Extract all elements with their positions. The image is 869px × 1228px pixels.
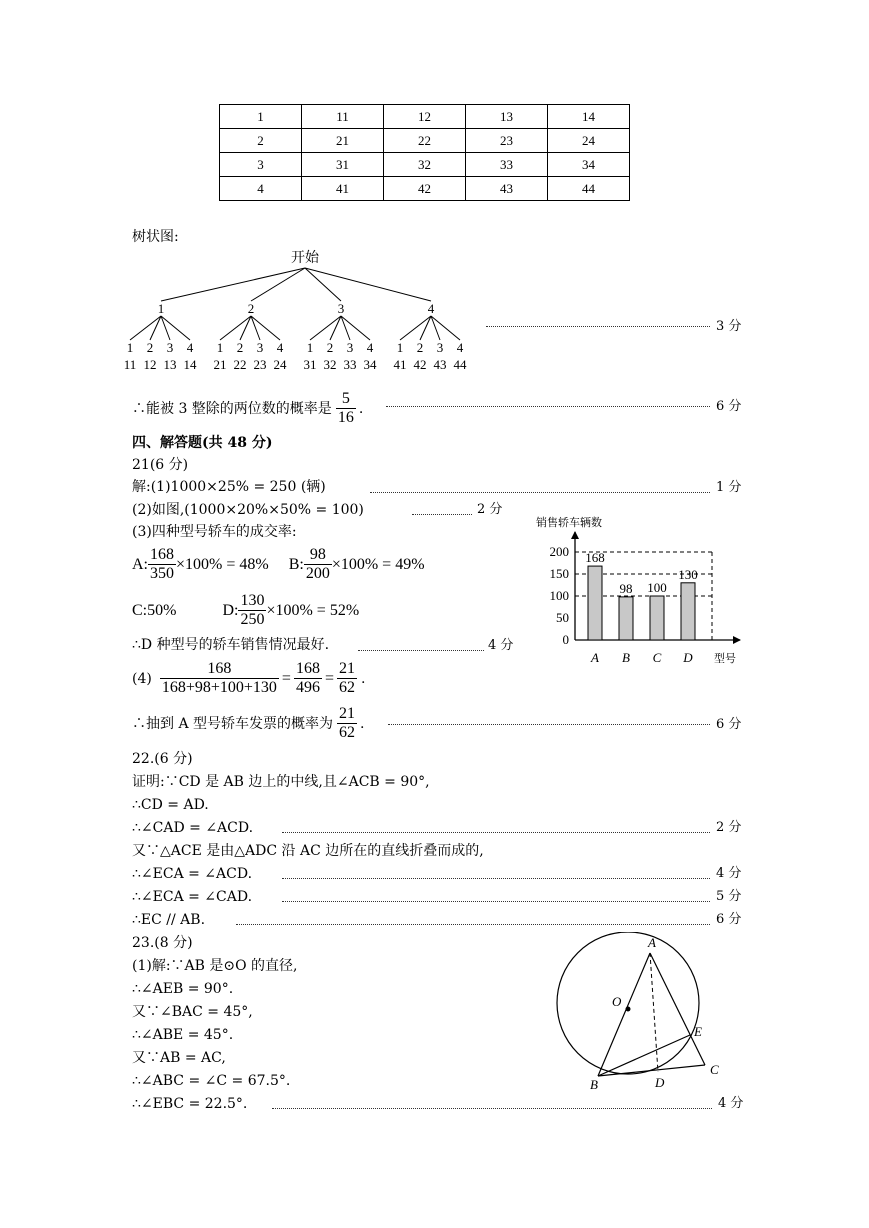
number-table xyxy=(219,104,630,201)
q21-head: 21(6 分) xyxy=(132,457,189,473)
chart-bar xyxy=(588,566,602,640)
fraction-denominator: 168+98+100+130 xyxy=(161,679,277,697)
score-q22-2: 4 分 xyxy=(716,866,742,881)
tree-leaf: 31 xyxy=(303,357,317,372)
q21-rate-cd xyxy=(132,592,359,630)
q21-line3: (3)四种型号轿车的成交率: xyxy=(132,524,297,540)
table-row xyxy=(220,129,630,153)
chart-bar xyxy=(650,596,664,640)
tree-node-level2: 3 xyxy=(346,340,354,355)
q21-line2: (2)如图,(1000×20%×50% = 100) xyxy=(132,502,364,518)
tree-leaf: 21 xyxy=(213,357,227,372)
fraction-denominator: 200 xyxy=(305,565,330,583)
tree-node-level2: 4 xyxy=(366,340,374,355)
tree-diagram xyxy=(118,246,488,378)
table-cell: 4 xyxy=(220,177,302,201)
segment-ac xyxy=(650,953,705,1065)
fraction-numerator: 21 xyxy=(339,705,356,722)
q23-line1: (1)解:∵AB 是⊙O 的直径, xyxy=(132,958,298,974)
tree-node-level2: 3 xyxy=(166,340,174,355)
q20-fraction xyxy=(336,390,356,428)
chart-y-tick-label: 200 xyxy=(549,544,569,559)
table-cell: 44 xyxy=(548,177,630,201)
table-row xyxy=(220,105,630,129)
dot-leader xyxy=(386,406,710,407)
tree-leaf: 12 xyxy=(143,357,157,372)
fraction-numerator: 168 xyxy=(295,660,320,677)
chart-category-label: C xyxy=(652,650,662,665)
table-cell: 13 xyxy=(466,105,548,129)
part4-fraction-3 xyxy=(337,660,357,698)
fraction-numerator: 21 xyxy=(338,660,355,677)
table-cell: 2 xyxy=(220,129,302,153)
segment-ad xyxy=(650,953,658,1072)
tree-leaf: 11 xyxy=(123,357,137,372)
fraction-denominator: 16 xyxy=(337,409,354,427)
dot-leader xyxy=(486,326,710,327)
chart-y-tick-label: 50 xyxy=(556,610,569,625)
q23-line7: ∴∠EBC = 22.5°. xyxy=(132,1096,248,1112)
rate-a-fraction xyxy=(148,546,176,584)
tree-node-level2: 1 xyxy=(306,340,314,355)
score-q21-2: 2 分 xyxy=(477,502,503,517)
tree-node-level2: 4 xyxy=(456,340,464,355)
tree-leaf: 13 xyxy=(163,357,177,372)
q22-line2: ∴CD = AD. xyxy=(132,797,209,813)
chart-data-label: 168 xyxy=(585,550,605,566)
tree-node-level2: 2 xyxy=(236,340,244,355)
fraction-denominator: 62 xyxy=(339,724,356,742)
score-q21-3: 4 分 xyxy=(488,638,514,653)
table-cell: 3 xyxy=(220,153,302,177)
table-cell: 33 xyxy=(466,153,548,177)
chart-y-arrow-icon xyxy=(571,531,579,539)
fraction-denominator: 496 xyxy=(295,679,320,697)
q22-line4: 又∵△ACE 是由△ADC 沿 AC 边所在的直线折叠而成的, xyxy=(132,843,484,859)
score-q20: 6 分 xyxy=(716,399,742,414)
dot-leader xyxy=(282,901,710,902)
tree-node-level2: 1 xyxy=(396,340,404,355)
circle-o xyxy=(557,932,699,1074)
chart-category-label: B xyxy=(622,650,630,665)
fraction-numerator: 5 xyxy=(341,390,350,407)
tree-node-level2: 3 xyxy=(256,340,264,355)
score-q21-1: 1 分 xyxy=(716,480,742,495)
tree-root-label: 开始 xyxy=(291,251,319,266)
tree-leaf: 32 xyxy=(323,357,337,372)
rate-d-result: ×100% = 52% xyxy=(266,601,360,619)
score-q23-1: 4 分 xyxy=(718,1096,744,1111)
rate-b-fraction xyxy=(304,546,332,584)
center-point xyxy=(626,1007,631,1012)
rate-a-result: ×100% = 48% xyxy=(176,555,269,573)
score-q22-3: 5 分 xyxy=(716,889,742,904)
equals-sign: = xyxy=(281,669,291,687)
tree-node-level1: 2 xyxy=(247,301,255,316)
tree-node-level2: 4 xyxy=(276,340,284,355)
q23-line3: 又∵∠BAC = 45°, xyxy=(132,1004,253,1020)
dot-leader xyxy=(358,650,484,651)
tree-leaf: 23 xyxy=(253,357,267,372)
chart-x-arrow-icon xyxy=(733,636,741,644)
label-b: B xyxy=(590,1077,598,1092)
fraction-numerator: 98 xyxy=(309,546,326,563)
q20-period: . xyxy=(358,400,364,417)
chart-data-label: 130 xyxy=(678,566,698,582)
rate-d-fraction xyxy=(238,592,266,630)
table-cell: 21 xyxy=(302,129,384,153)
table-cell: 43 xyxy=(466,177,548,201)
tree-leaf: 24 xyxy=(273,357,287,372)
chart-bar xyxy=(681,583,695,640)
tree-node-level2: 1 xyxy=(126,340,134,355)
table-cell: 41 xyxy=(302,177,384,201)
q23-line6: ∴∠ABC = ∠C = 67.5°. xyxy=(132,1073,291,1089)
label-o: O xyxy=(612,994,622,1009)
q23-head: 23.(8 分) xyxy=(132,935,193,951)
q21-final-text: ∴抽到 A 型号轿车发票的概率为 xyxy=(132,715,334,732)
tree-node-level1: 3 xyxy=(337,301,345,316)
q22-head: 22.(6 分) xyxy=(132,751,193,767)
q20-text: ∴能被 3 整除的两位数的概率是 xyxy=(132,400,332,417)
rate-b-label: B: xyxy=(288,555,304,573)
tree-leaf: 14 xyxy=(183,357,197,372)
tree-node-level1: 4 xyxy=(427,301,435,316)
tree-leaf: 42 xyxy=(413,357,427,372)
table-cell: 42 xyxy=(384,177,466,201)
tree-node-level2: 1 xyxy=(216,340,224,355)
tree-branch xyxy=(330,316,341,340)
tree-leaf: 33 xyxy=(343,357,357,372)
chart-data-label: 98 xyxy=(619,580,633,596)
tree-branch xyxy=(150,316,161,340)
score-q21-4: 6 分 xyxy=(716,717,742,732)
rate-a-label: A: xyxy=(132,555,148,573)
table-cell: 11 xyxy=(302,105,384,129)
tree-branch xyxy=(240,316,251,340)
rate-c: C:50% xyxy=(132,601,177,619)
fraction-denominator: 350 xyxy=(150,565,174,583)
tree-leaf: 41 xyxy=(393,357,407,372)
q22-line3: ∴∠CAD = ∠ACD. xyxy=(132,820,254,836)
tree-branch xyxy=(310,316,341,340)
q20-conclusion xyxy=(132,390,363,428)
tree-node-level2: 2 xyxy=(416,340,424,355)
tree-leaf: 22 xyxy=(233,357,247,372)
score-q22-4: 6 分 xyxy=(716,912,742,927)
tree-branch xyxy=(220,316,251,340)
rate-d-label: D: xyxy=(222,601,239,619)
table-row xyxy=(220,153,630,177)
part4-fraction-1 xyxy=(160,660,279,698)
tree-leaf: 43 xyxy=(433,357,447,372)
chart-category-label: A xyxy=(591,650,599,665)
label-c: C xyxy=(710,1062,719,1077)
dot-leader xyxy=(236,924,710,925)
fraction-numerator: 130 xyxy=(240,592,265,609)
rate-b-result: ×100% = 49% xyxy=(331,555,425,573)
tree-node-level2: 3 xyxy=(436,340,444,355)
segment-bc xyxy=(598,1065,705,1076)
segment-ab xyxy=(598,953,650,1076)
table-row xyxy=(220,177,630,201)
part4-label: (4) xyxy=(132,670,152,687)
fraction-denominator: 250 xyxy=(240,611,265,629)
table-cell: 24 xyxy=(548,129,630,153)
tree-label: 树状图: xyxy=(132,229,179,245)
table-cell: 32 xyxy=(384,153,466,177)
dot-leader xyxy=(388,724,710,725)
tree-leaf: 44 xyxy=(453,357,467,372)
dot-leader xyxy=(282,878,710,879)
q21-best: ∴D 种型号的轿车销售情况最好. xyxy=(132,637,330,653)
tree-node-level2: 4 xyxy=(186,340,194,355)
score-tree: 3 分 xyxy=(716,319,742,334)
tree-branch xyxy=(305,268,431,301)
equals-sign: = xyxy=(324,669,334,687)
q21-final-fraction xyxy=(337,705,357,743)
chart-y-tick-label: 0 xyxy=(562,632,569,647)
q22-line5: ∴∠ECA = ∠ACD. xyxy=(132,866,253,882)
tree-node-level2: 2 xyxy=(146,340,154,355)
dot-leader xyxy=(412,514,472,515)
q21-part4 xyxy=(132,660,365,698)
label-d: D xyxy=(655,1075,665,1090)
chart-data-label: 100 xyxy=(647,580,667,595)
tree-branch xyxy=(420,316,431,340)
q22-line6: ∴∠ECA = ∠CAD. xyxy=(132,889,253,905)
tree-branch xyxy=(400,316,431,340)
fraction-numerator: 168 xyxy=(150,546,174,563)
table-cell: 34 xyxy=(548,153,630,177)
tree-leaf: 34 xyxy=(363,357,377,372)
chart-category-label: D xyxy=(683,650,693,665)
tree-node-level2: 2 xyxy=(326,340,334,355)
q23-line4: ∴∠ABE = 45°. xyxy=(132,1027,234,1043)
tree-branch xyxy=(130,316,161,340)
dot-leader xyxy=(272,1108,712,1109)
part4-fraction-2 xyxy=(294,660,322,698)
score-q22-1: 2 分 xyxy=(716,820,742,835)
table-cell: 23 xyxy=(466,129,548,153)
chart-y-tick-label: 100 xyxy=(549,588,569,603)
tree-branch xyxy=(161,268,305,301)
sales-bar-chart xyxy=(530,512,750,672)
section-title: 四、解答题(共 48 分) xyxy=(132,435,273,451)
table-cell: 22 xyxy=(384,129,466,153)
fraction-denominator: 62 xyxy=(338,679,355,697)
chart-x-axis-label: 型号 xyxy=(714,653,736,665)
chart-y-axis-label: 销售轿车辆数 xyxy=(536,517,602,529)
q21-line1: 解:(1)1000×25% = 250 (辆) xyxy=(132,479,326,495)
dot-leader xyxy=(370,492,710,493)
q21-final xyxy=(132,705,364,743)
dot-leader xyxy=(282,832,710,833)
period: . xyxy=(360,670,366,687)
q21-rate-ab xyxy=(132,546,425,584)
tree-branch xyxy=(251,268,305,301)
label-a: A xyxy=(648,935,656,950)
circle-geometry-figure xyxy=(540,932,740,1092)
table-cell: 12 xyxy=(384,105,466,129)
period: . xyxy=(360,715,365,732)
q23-line2: ∴∠AEB = 90°. xyxy=(132,981,234,997)
tree-node-level1: 1 xyxy=(157,301,165,316)
chart-y-tick-label: 150 xyxy=(549,566,569,581)
table-cell: 14 xyxy=(548,105,630,129)
table-cell: 31 xyxy=(302,153,384,177)
table-cell: 1 xyxy=(220,105,302,129)
label-e: E xyxy=(694,1024,702,1039)
q22-line7: ∴EC // AB. xyxy=(132,912,206,928)
q23-line5: 又∵AB = AC, xyxy=(132,1050,226,1066)
fraction-numerator: 168 xyxy=(207,660,232,677)
chart-bar xyxy=(619,597,633,640)
q22-line1: 证明:∵CD 是 AB 边上的中线,且∠ACB = 90°, xyxy=(132,774,430,790)
